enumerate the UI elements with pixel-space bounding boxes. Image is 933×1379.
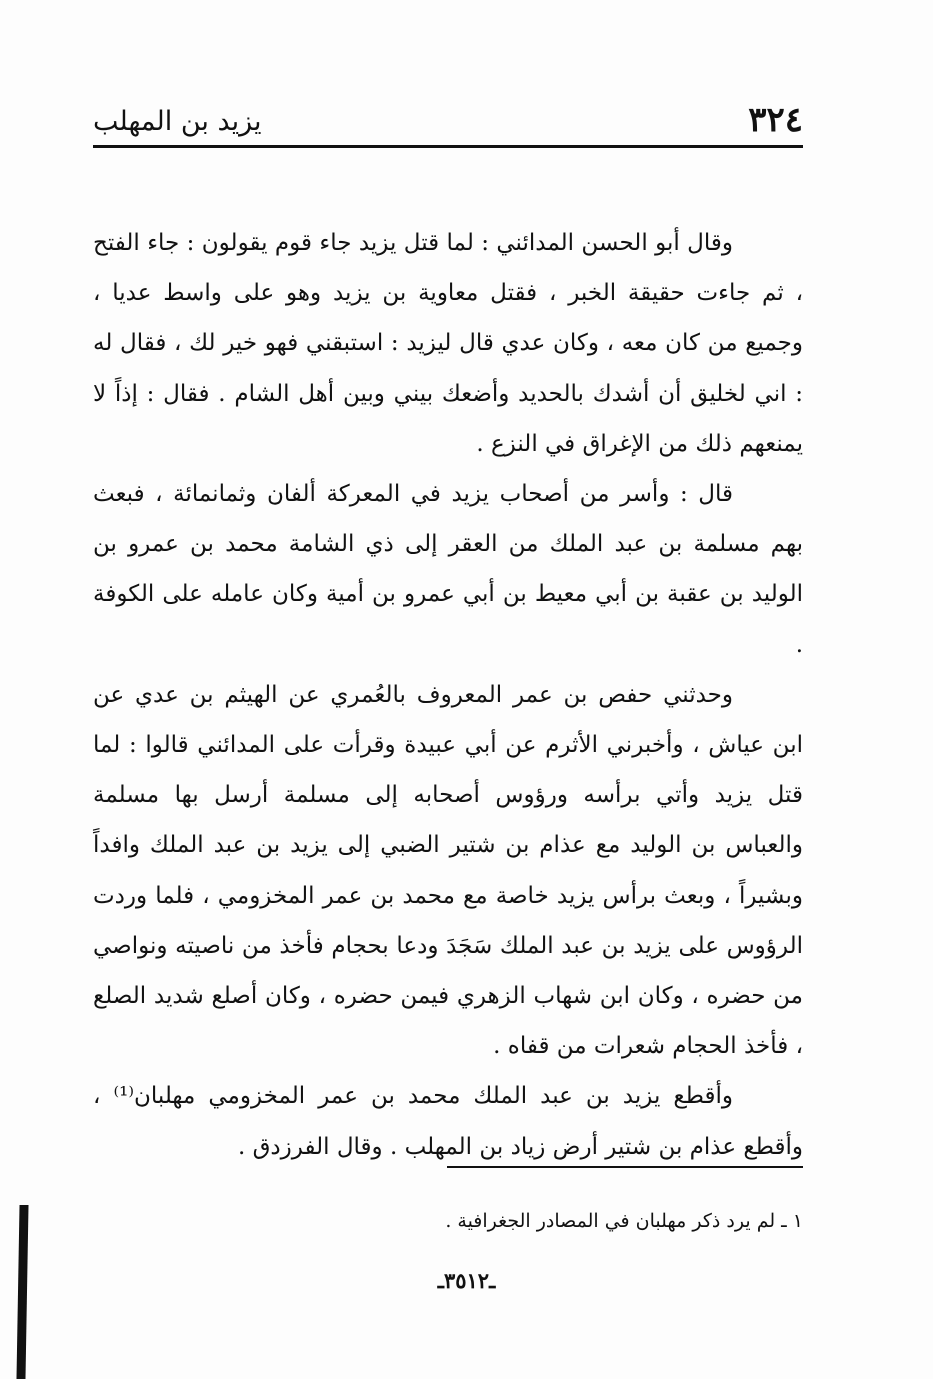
running-title: يزيد بن المهلب	[93, 106, 262, 137]
body-text	[93, 218, 803, 1172]
page-header	[93, 100, 803, 144]
paragraph: وحدثني حفص بن عمر المعروف بالعُمري عن الهيثم بن عدي عن ابن عياش ، وأخبرني الأثرم عن أبي عبيدة وقرأت على المدائني قالوا : لما قتل يزيد وأتي برأسه ورؤوس أصحابه إلى مسلمة أرسل بها مسلمة والعباس بن الوليد مع عذام بن شتير الضبي إلى يزيد بن عبد الملك وافداً وبشيراً ، وبعث برأس يزيد خاصة مع محمد بن عمر المخزومي ، فلما وردت الرؤوس على يزيد بن عبد الملك سَجَدَ ودعا بحجام فأخذ من ناصيته ونواصي من حضره ، وكان ابن شهاب الزهري فيمن حضره ، وكان أصلع شديد الصلع ، فأخذ الحجام شعرات من قفاه .	[93, 681, 803, 1060]
header-rule	[93, 145, 803, 148]
paragraph: وأقطع يزيد بن عبد الملك محمد بن عمر المخزومي مهلبان⁽¹⁾ ، وأقطع عذام بن شتير أرض زياد بن المهلب . وقال الفرزدق .	[93, 1083, 803, 1160]
paragraph: وقال أبو الحسن المدائني : لما قتل يزيد جاء قوم يقولون : جاء الفتح ، ثم جاءت حقيقة الخبر ، فقتل معاوية بن يزيد وهو على واسط عديا ، وجميع من كان معه ، وكان عدي قال ليزيد : استبقني فهو خير لك ، فقال له : اني لخليق أن أشدك بالحديد وأضعك بيني وبين أهل الشام . فقال : إذاً لا يمنعهم ذلك من الإغراق في النزع .	[93, 230, 803, 457]
footnote-rule	[447, 1166, 803, 1168]
header-page-number: ٣٢٤	[748, 100, 803, 140]
paragraph: قال : وأسر من أصحاب يزيد في المعركة ألفان وثمانمائة ، فبعث بهم مسلمة بن عبد الملك من العقر إلى ذي الشامة محمد بن عمرو بن الوليد بن عقبة بن أبي معيط بن أبي عمرو بن أمية وكان عامله على الكوفة .	[93, 481, 803, 658]
footnote: ١ ـ لم يرد ذكر مهلبان في المصادر الجغرافية .	[445, 1210, 803, 1232]
footer-page-number: ـ٣٥١٢ـ	[437, 1268, 496, 1293]
